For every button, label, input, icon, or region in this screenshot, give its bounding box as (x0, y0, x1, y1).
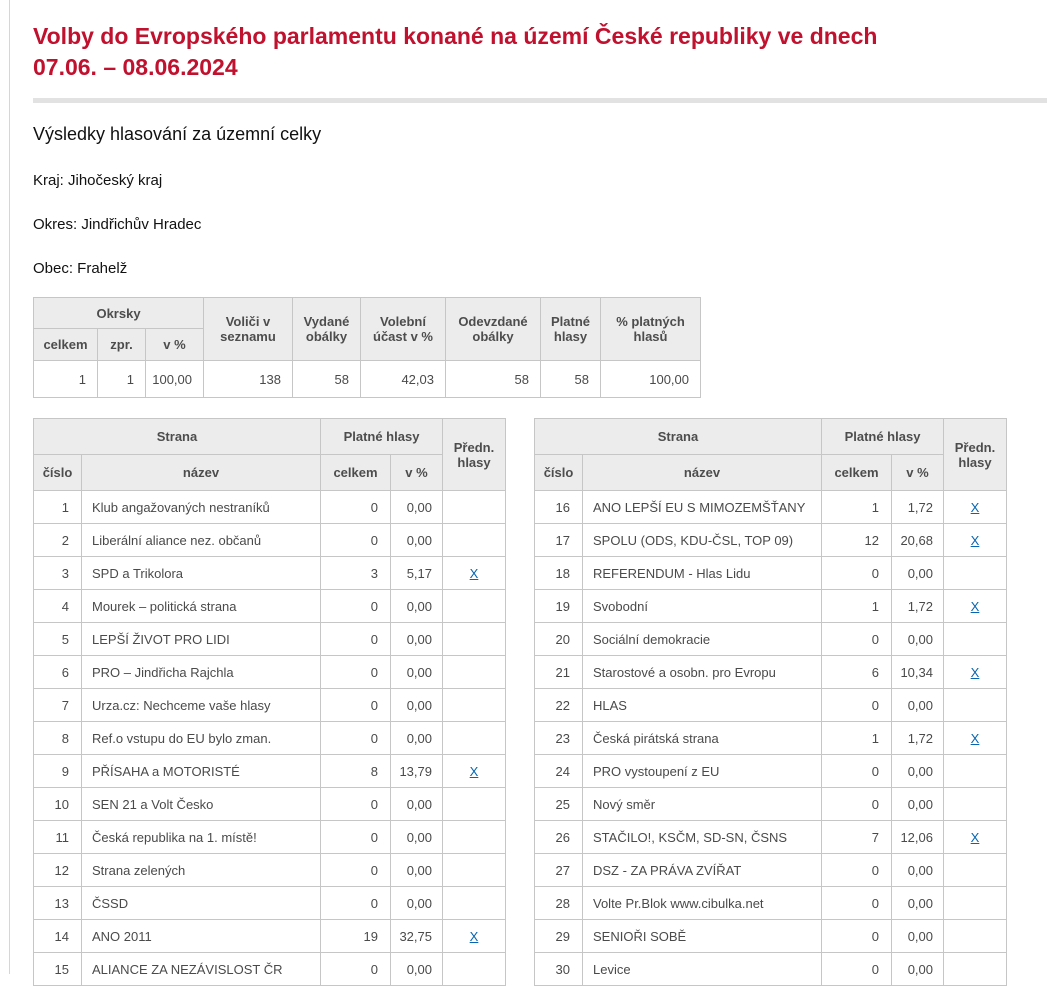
party-name-cell: SENIOŘI SOBĚ (583, 920, 822, 953)
party-table-right (534, 418, 1007, 986)
party-number-cell: 30 (535, 953, 583, 986)
col-header-volici-v-seznamu: Voliči v seznamu (204, 298, 293, 361)
party-number-cell: 28 (535, 887, 583, 920)
page-left-border (9, 0, 10, 974)
page-title (33, 0, 1047, 83)
votes-pct-cell: 0,00 (892, 854, 944, 887)
votes-total-cell: 0 (321, 689, 391, 722)
party-row (34, 590, 506, 623)
col-header-v-pct: v % (391, 455, 443, 491)
party-name-cell: ALIANCE ZA NEZÁVISLOST ČR (82, 953, 321, 986)
votes-total-cell: 0 (321, 854, 391, 887)
party-number-cell: 2 (34, 524, 82, 557)
page-title-line2: 07.06. – 08.06.2024 (33, 54, 238, 80)
party-row (535, 788, 1007, 821)
party-row (34, 821, 506, 854)
pref-votes-link[interactable]: X (970, 664, 980, 680)
votes-pct-cell: 12,06 (892, 821, 944, 854)
votes-total-cell: 0 (321, 953, 391, 986)
party-number-cell: 24 (535, 755, 583, 788)
party-row (34, 524, 506, 557)
votes-total-cell: 0 (822, 755, 892, 788)
pref-votes-link[interactable]: X (469, 928, 479, 944)
party-name-cell: Česká republika na 1. místě! (82, 821, 321, 854)
col-header-okrsky-celkem: celkem (34, 329, 98, 361)
pref-votes-link[interactable]: X (970, 499, 980, 515)
party-number-cell: 19 (535, 590, 583, 623)
party-row (535, 590, 1007, 623)
party-name-cell: Česká pirátská strana (583, 722, 822, 755)
votes-total-cell: 0 (321, 590, 391, 623)
votes-total-cell: 1 (822, 722, 892, 755)
votes-total-cell: 0 (321, 788, 391, 821)
party-name-cell: LEPŠÍ ŽIVOT PRO LIDI (82, 623, 321, 656)
party-row (535, 722, 1007, 755)
votes-pct-cell: 1,72 (892, 491, 944, 524)
party-name-cell: PRO – Jindřicha Rajchla (82, 656, 321, 689)
party-number-cell: 3 (34, 557, 82, 590)
page-title-line1: Volby do Evropského parlamentu konané na území České republiky ve dnech (33, 23, 878, 49)
votes-pct-cell: 0,00 (892, 689, 944, 722)
votes-total-cell: 0 (321, 623, 391, 656)
party-number-cell: 27 (535, 854, 583, 887)
pref-votes-cell (443, 590, 506, 623)
party-name-cell: Klub angažovaných nestraníků (82, 491, 321, 524)
party-row (34, 623, 506, 656)
pref-votes-cell (944, 854, 1007, 887)
votes-pct-cell: 0,00 (391, 854, 443, 887)
votes-pct-cell: 1,72 (892, 590, 944, 623)
pref-votes-cell (443, 623, 506, 656)
party-name-cell: Ref.o vstupu do EU bylo zman. (82, 722, 321, 755)
col-header-v-pct: v % (892, 455, 944, 491)
pref-votes-cell (443, 689, 506, 722)
pref-votes-link[interactable]: X (469, 565, 479, 581)
pref-votes-link[interactable]: X (970, 730, 980, 746)
party-number-cell: 23 (535, 722, 583, 755)
votes-total-cell: 0 (822, 854, 892, 887)
party-number-cell: 16 (535, 491, 583, 524)
party-row (535, 854, 1007, 887)
vydane-obalky-value: 58 (293, 361, 361, 398)
col-header-celkem: celkem (822, 455, 892, 491)
col-header-okrsky-v-pct: v % (146, 329, 204, 361)
party-number-cell: 29 (535, 920, 583, 953)
party-name-cell: SPOLU (ODS, KDU-ČSL, TOP 09) (583, 524, 822, 557)
pref-votes-cell (443, 854, 506, 887)
obec-line: Obec: Frahelž (33, 260, 128, 277)
party-name-cell: PRO vystoupení z EU (583, 755, 822, 788)
party-number-cell: 7 (34, 689, 82, 722)
votes-pct-cell: 0,00 (892, 788, 944, 821)
party-row (34, 788, 506, 821)
votes-pct-cell: 0,00 (391, 524, 443, 557)
votes-total-cell: 0 (822, 689, 892, 722)
party-number-cell: 17 (535, 524, 583, 557)
votes-total-cell: 8 (321, 755, 391, 788)
party-name-cell: Sociální demokracie (583, 623, 822, 656)
votes-pct-cell: 5,17 (391, 557, 443, 590)
party-number-cell: 22 (535, 689, 583, 722)
pref-votes-cell (944, 755, 1007, 788)
votes-pct-cell: 10,34 (892, 656, 944, 689)
col-header-platne-hlasy: Platné hlasy (822, 419, 944, 455)
party-row (535, 887, 1007, 920)
party-row (535, 623, 1007, 656)
party-name-cell: ČSSD (82, 887, 321, 920)
party-number-cell: 20 (535, 623, 583, 656)
party-number-cell: 15 (34, 953, 82, 986)
pref-votes-cell[interactable] (443, 920, 506, 953)
col-header-predn-hlasy: Předn. hlasy (443, 419, 506, 491)
party-number-cell: 6 (34, 656, 82, 689)
party-name-cell: Mourek – politická strana (82, 590, 321, 623)
party-number-cell: 18 (535, 557, 583, 590)
votes-pct-cell: 0,00 (391, 491, 443, 524)
pref-votes-cell[interactable] (944, 821, 1007, 854)
party-name-cell: Strana zelených (82, 854, 321, 887)
pref-votes-cell (944, 557, 1007, 590)
col-header-strana: Strana (34, 419, 321, 455)
party-row (535, 755, 1007, 788)
platne-hlasy-value: 58 (541, 361, 601, 398)
party-number-cell: 11 (34, 821, 82, 854)
votes-pct-cell: 0,00 (892, 920, 944, 953)
party-row (34, 557, 506, 590)
votes-pct-cell: 0,00 (391, 590, 443, 623)
col-header-okrsky-zpr: zpr. (98, 329, 146, 361)
votes-total-cell: 0 (822, 953, 892, 986)
party-name-cell: REFERENDUM - Hlas Lidu (583, 557, 822, 590)
summary-table (33, 297, 701, 398)
party-row (535, 491, 1007, 524)
pref-votes-cell[interactable] (443, 755, 506, 788)
votes-pct-cell: 1,72 (892, 722, 944, 755)
votes-pct-cell: 0,00 (391, 887, 443, 920)
pref-votes-cell[interactable] (944, 656, 1007, 689)
votes-pct-cell: 0,00 (892, 887, 944, 920)
votes-total-cell: 7 (822, 821, 892, 854)
party-name-cell: Nový směr (583, 788, 822, 821)
col-header-platne-hlasy: Platné hlasy (541, 298, 601, 361)
okrsky-pct-value: 100,00 (146, 361, 204, 398)
col-header-cislo: číslo (34, 455, 82, 491)
party-row (535, 821, 1007, 854)
col-header-cislo: číslo (535, 455, 583, 491)
party-number-cell: 12 (34, 854, 82, 887)
party-name-cell: ANO 2011 (82, 920, 321, 953)
volebni-ucast-value: 42,03 (361, 361, 446, 398)
results-subtitle: Výsledky hlasování za územní celky (33, 124, 322, 144)
party-name-cell: STAČILO!, KSČM, SD-SN, ČSNS (583, 821, 822, 854)
col-header-platne-hlasy: Platné hlasy (321, 419, 443, 455)
party-row (535, 557, 1007, 590)
pref-votes-cell (443, 953, 506, 986)
pref-votes-cell (944, 887, 1007, 920)
pref-votes-cell (443, 722, 506, 755)
party-number-cell: 14 (34, 920, 82, 953)
party-number-cell: 10 (34, 788, 82, 821)
votes-pct-cell: 0,00 (892, 953, 944, 986)
okrsky-zpr-value: 1 (98, 361, 146, 398)
party-row (535, 524, 1007, 557)
votes-pct-cell: 20,68 (892, 524, 944, 557)
pref-votes-cell[interactable] (944, 524, 1007, 557)
volici-v-seznamu-value: 138 (204, 361, 293, 398)
results-tables (33, 418, 1047, 986)
pref-votes-cell (443, 656, 506, 689)
col-header-vydane-obalky: Vydané obálky (293, 298, 361, 361)
okres-line: Okres: Jindřichův Hradec (33, 216, 202, 233)
pref-votes-cell (443, 491, 506, 524)
votes-total-cell: 0 (321, 887, 391, 920)
pref-votes-cell (443, 887, 506, 920)
col-header-okrsky: Okrsky (34, 298, 204, 329)
votes-total-cell: 0 (822, 557, 892, 590)
col-header-volebni-ucast: Volební účast v % (361, 298, 446, 361)
pref-votes-cell (944, 953, 1007, 986)
party-row (34, 953, 506, 986)
col-header-pct-platnych-hlasu: % platných hlasů (601, 298, 701, 361)
votes-pct-cell: 0,00 (391, 623, 443, 656)
pref-votes-cell (443, 524, 506, 557)
party-row (34, 854, 506, 887)
votes-total-cell: 0 (321, 524, 391, 557)
col-header-strana: Strana (535, 419, 822, 455)
party-row (535, 656, 1007, 689)
party-number-cell: 4 (34, 590, 82, 623)
votes-pct-cell: 0,00 (892, 623, 944, 656)
votes-total-cell: 0 (321, 821, 391, 854)
col-header-celkem: celkem (321, 455, 391, 491)
pref-votes-cell (944, 788, 1007, 821)
party-name-cell: Volte Pr.Blok www.cibulka.net (583, 887, 822, 920)
votes-total-cell: 0 (822, 623, 892, 656)
votes-pct-cell: 13,79 (391, 755, 443, 788)
votes-pct-cell: 0,00 (892, 557, 944, 590)
party-number-cell: 1 (34, 491, 82, 524)
odevzdane-obalky-value: 58 (446, 361, 541, 398)
party-row (34, 722, 506, 755)
pref-votes-cell (944, 623, 1007, 656)
pref-votes-cell (443, 821, 506, 854)
pref-votes-link[interactable]: X (970, 598, 980, 614)
pref-votes-cell[interactable] (944, 722, 1007, 755)
summary-row (34, 361, 701, 398)
votes-total-cell: 3 (321, 557, 391, 590)
party-name-cell: DSZ - ZA PRÁVA ZVÍŘAT (583, 854, 822, 887)
party-row (34, 755, 506, 788)
votes-total-cell: 0 (822, 920, 892, 953)
party-row (34, 689, 506, 722)
party-row (34, 491, 506, 524)
party-name-cell: HLAS (583, 689, 822, 722)
party-name-cell: Liberální aliance nez. občanů (82, 524, 321, 557)
party-name-cell: Levice (583, 953, 822, 986)
party-row (535, 689, 1007, 722)
party-row (535, 953, 1007, 986)
party-name-cell: SPD a Trikolora (82, 557, 321, 590)
votes-total-cell: 12 (822, 524, 892, 557)
pref-votes-cell[interactable] (944, 590, 1007, 623)
votes-total-cell: 1 (822, 590, 892, 623)
votes-pct-cell: 0,00 (391, 788, 443, 821)
party-number-cell: 21 (535, 656, 583, 689)
party-name-cell: ANO LEPŠÍ EU S MIMOZEMŠŤANY (583, 491, 822, 524)
party-number-cell: 8 (34, 722, 82, 755)
pref-votes-cell[interactable] (944, 491, 1007, 524)
party-number-cell: 5 (34, 623, 82, 656)
votes-total-cell: 6 (822, 656, 892, 689)
party-number-cell: 25 (535, 788, 583, 821)
pct-platnych-hlasu-value: 100,00 (601, 361, 701, 398)
party-name-cell: SEN 21 a Volt Česko (82, 788, 321, 821)
party-row (535, 920, 1007, 953)
pref-votes-cell[interactable] (443, 557, 506, 590)
party-row (34, 920, 506, 953)
party-number-cell: 13 (34, 887, 82, 920)
party-name-cell: Starostové a osobn. pro Evropu (583, 656, 822, 689)
col-header-nazev: název (583, 455, 822, 491)
pref-votes-link[interactable]: X (970, 829, 980, 845)
party-row (34, 656, 506, 689)
votes-pct-cell: 0,00 (391, 821, 443, 854)
party-name-cell: Urza.cz: Nechceme vaše hlasy (82, 689, 321, 722)
votes-pct-cell: 32,75 (391, 920, 443, 953)
pref-votes-cell (944, 920, 1007, 953)
pref-votes-cell (944, 689, 1007, 722)
party-number-cell: 9 (34, 755, 82, 788)
votes-total-cell: 0 (321, 491, 391, 524)
votes-pct-cell: 0,00 (391, 689, 443, 722)
party-name-cell: PŘÍSAHA a MOTORISTÉ (82, 755, 321, 788)
votes-pct-cell: 0,00 (391, 722, 443, 755)
party-number-cell: 26 (535, 821, 583, 854)
votes-total-cell: 0 (822, 887, 892, 920)
pref-votes-link[interactable]: X (469, 763, 479, 779)
party-row (34, 887, 506, 920)
col-header-odevzdane-obalky: Odevzdané obálky (446, 298, 541, 361)
votes-total-cell: 0 (321, 722, 391, 755)
votes-total-cell: 0 (321, 656, 391, 689)
votes-pct-cell: 0,00 (892, 755, 944, 788)
votes-total-cell: 1 (822, 491, 892, 524)
title-divider (33, 98, 1047, 103)
votes-total-cell: 0 (822, 788, 892, 821)
pref-votes-link[interactable]: X (970, 532, 980, 548)
okrsky-celkem-value: 1 (34, 361, 98, 398)
kraj-line: Kraj: Jihočeský kraj (33, 172, 163, 189)
votes-pct-cell: 0,00 (391, 656, 443, 689)
col-header-nazev: název (82, 455, 321, 491)
votes-total-cell: 19 (321, 920, 391, 953)
pref-votes-cell (443, 788, 506, 821)
votes-pct-cell: 0,00 (391, 953, 443, 986)
party-table-left (33, 418, 506, 986)
col-header-predn-hlasy: Předn. hlasy (944, 419, 1007, 491)
party-name-cell: Svobodní (583, 590, 822, 623)
